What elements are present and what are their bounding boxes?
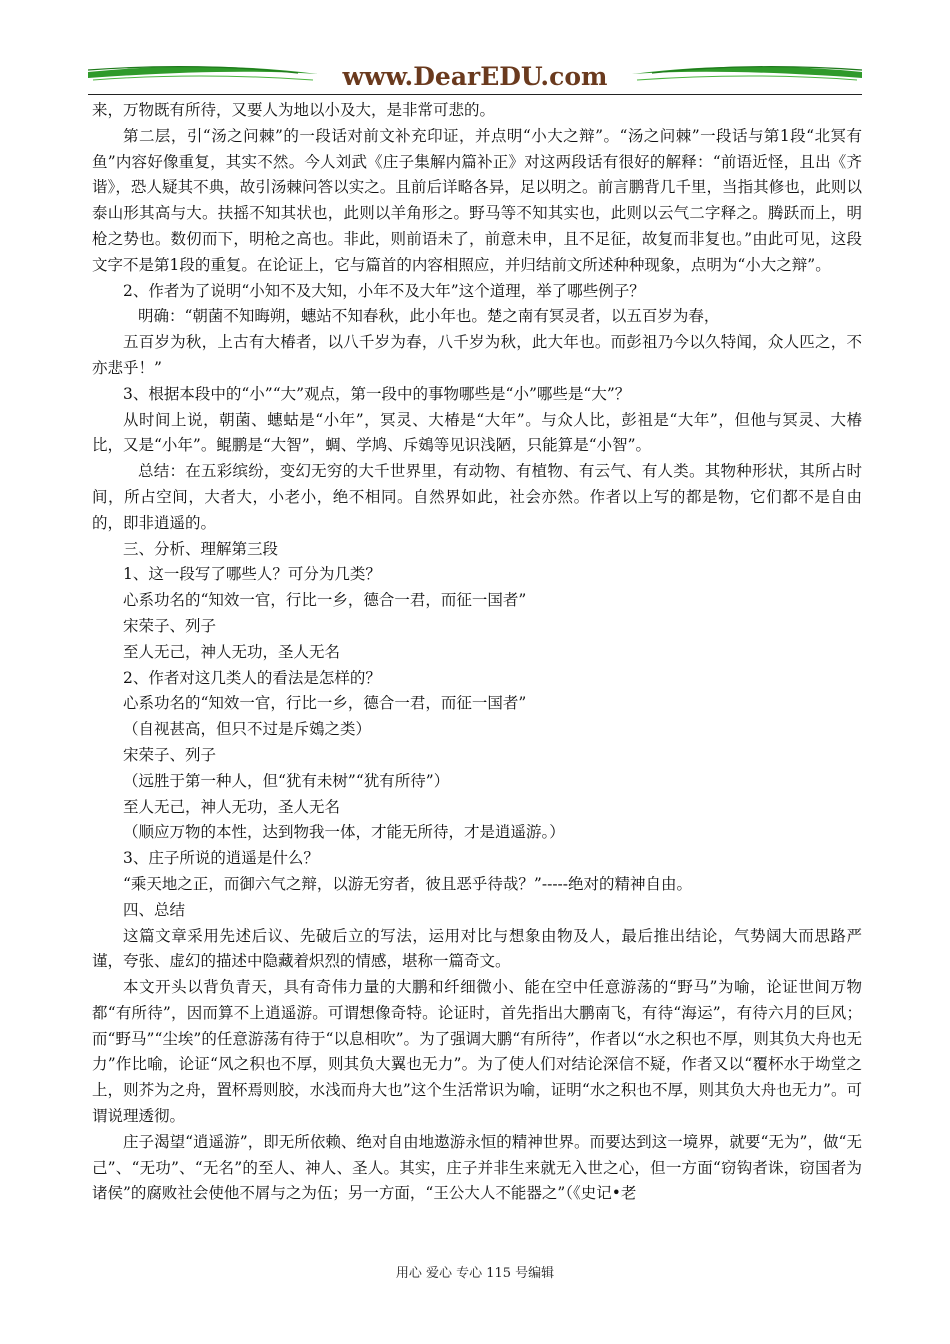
body-paragraph: 五百岁为秋，上古有大椿者，以八千岁为春，八千岁为秋，此大年也。而彭祖乃今以久特闻，众人匹之，不亦悲乎！” [92, 333, 862, 377]
site-logo: www.DearEDU.com [342, 62, 608, 91]
body-paragraph: （顺应万物的本性，达到物我一体，才能无所待，才是逍遥游。） [123, 823, 565, 842]
document-body [92, 98, 862, 1207]
body-paragraph: 第二层，引“汤之问棘”的一段话对前文补充印证，并点明“小大之辩”。“汤之问棘”一段话与第1段“北冥有鱼”内容好像重复，其实不然。今人刘武《庄子集解内篇补正》对这两段话有很好的解释：“前语近怪，且出《齐谐》，恐人疑其不典，故引汤棘问答以实之。且前后详略各异，足以明之。前言鹏背几千里，当指其修也，此则以泰山形其高与大。扶摇不知其状也，此则以羊角形之。野马等不知其实也，此则以云气二字释之。腾跃而上，明枪之势也。数仞而下，明枪之高也。非此，则前语未了，前意未申，且不足征，故复而非复也。”由此可见，这段文字不是第1段的重复。在论证上，它与篇首的内容相照应，并归结前文所述种种现象，点明为“小大之辩”。 [92, 126, 862, 274]
body-paragraph: 本文开头以背负青天，具有奇伟力量的大鹏和纤细微小、能在空中任意游荡的“野马”为喻，论证世间万物都“有所待”，因而算不上逍遥游。可谓想像奇特。论证时，首先指出大鹏南飞，有待“海运”，有待六月的巨风；而“野马”“尘埃”的任意游荡有待于“以息相吹”。为了强调大鹏“有所待”，作者以“水之积也不厚，则其负大舟也无力”作比喻，论证“风之积也不厚，则其负大翼也无力”。为了使人们对结论深信不疑，作者又以“覆杯水于坳堂之上，则芥为之舟，置杯焉则胶，水浅而舟大也”这个生活常识为喻，证明“水之积也不厚，则其负大舟也无力”。可谓说理透彻。 [92, 978, 862, 1126]
header-rule [88, 94, 862, 95]
body-paragraph: 四、总结 [123, 900, 186, 919]
body-paragraph: “乘天地之正，而御六气之辩，以游无穷者，彼且恶乎待哉？”-----绝对的精神自由。 [123, 874, 693, 893]
body-paragraph: 宋荣子、列子 [123, 616, 217, 635]
body-paragraph: （自视甚高，但只不过是斥鴳之类） [123, 720, 372, 739]
body-paragraph: 心系功名的“知效一官，行比一乡，德合一君，而征一国者” [123, 591, 527, 610]
body-paragraph: 庄子渴望“逍遥游”，即无所依赖、绝对自由地遨游永恒的精神世界。而要达到这一境界，就要“无为”，做“无己”、“无功”、“无名”的至人、神人、圣人。其实，庄子并非生来就无入世之心，但一方面“窃钩者诛，窃国者为诸侯”的腐败社会使他不屑与之为伍；另一方面，“王公大人不能器之”（《史记•老 [92, 1132, 862, 1203]
body-paragraph: 这篇文章采用先述后议、先破后立的写法，运用对比与想象由物及人，最后推出结论，气势阔大而思路严谨，夸张、虚幻的描述中隐藏着炽烈的情感，堪称一篇奇文。 [92, 926, 862, 971]
body-paragraph: （远胜于第一种人，但“犹有未树”“犹有所待”） [123, 771, 450, 790]
body-paragraph: 总结：在五彩缤纷，变幻无穷的大千世界里，有动物、有植物、有云气、有人类。其物种形状，其所占时间，所占空间，大者大，小老小，绝不相同。自然界如此，社会亦然。作者以上写的都是物，它们都不是自由的，即非逍遥的。 [92, 462, 862, 532]
body-paragraph: 至人无己，神人无功，圣人无名 [123, 642, 341, 661]
body-paragraph: 2、作者对这几类人的看法是怎样的？ [123, 668, 381, 687]
body-paragraph: 来，万物既有所待，又要人为地以小及大，是非常可悲的。 [92, 101, 496, 119]
page-footer: 用心 爱心 专心 115 号编辑 [395, 1266, 555, 1281]
body-paragraph: 1、这一段写了哪些人？可分为几类？ [123, 565, 381, 584]
body-paragraph: 3、根据本段中的“小”“大”观点，第一段中的事物哪些是“小”哪些是“大”？ [123, 384, 631, 403]
body-paragraph: 明确：“朝菌不知晦朔，蟪站不知春秋，此小年也。楚之南有冥灵者，以五百岁为春， [138, 307, 720, 326]
body-paragraph: 至人无己，神人无功，圣人无名 [123, 797, 341, 816]
body-paragraph: 宋荣子、列子 [123, 745, 217, 764]
body-paragraph: 2、作者为了说明“小知不及大知，小年不及大年”这个道理，举了哪些例子？ [123, 281, 645, 300]
body-paragraph: 心系功名的“知效一官，行比一乡，德合一君，而征一国者” [123, 694, 527, 713]
body-paragraph: 三、分析、理解第三段 [123, 539, 279, 558]
page-header [88, 58, 862, 94]
body-paragraph: 从时间上说，朝菌、蟪蛄是“小年”，冥灵、大椿是“大年”。与众人比，彭祖是“大年”，但他与冥灵、大椿比，又是“小年”。鲲鹏是“大智”，蜩、学鸠、斥鴳等见识浅陋，只能算是“小智”。 [92, 410, 862, 455]
body-paragraph: 3、庄子所说的逍遥是什么？ [123, 849, 319, 868]
